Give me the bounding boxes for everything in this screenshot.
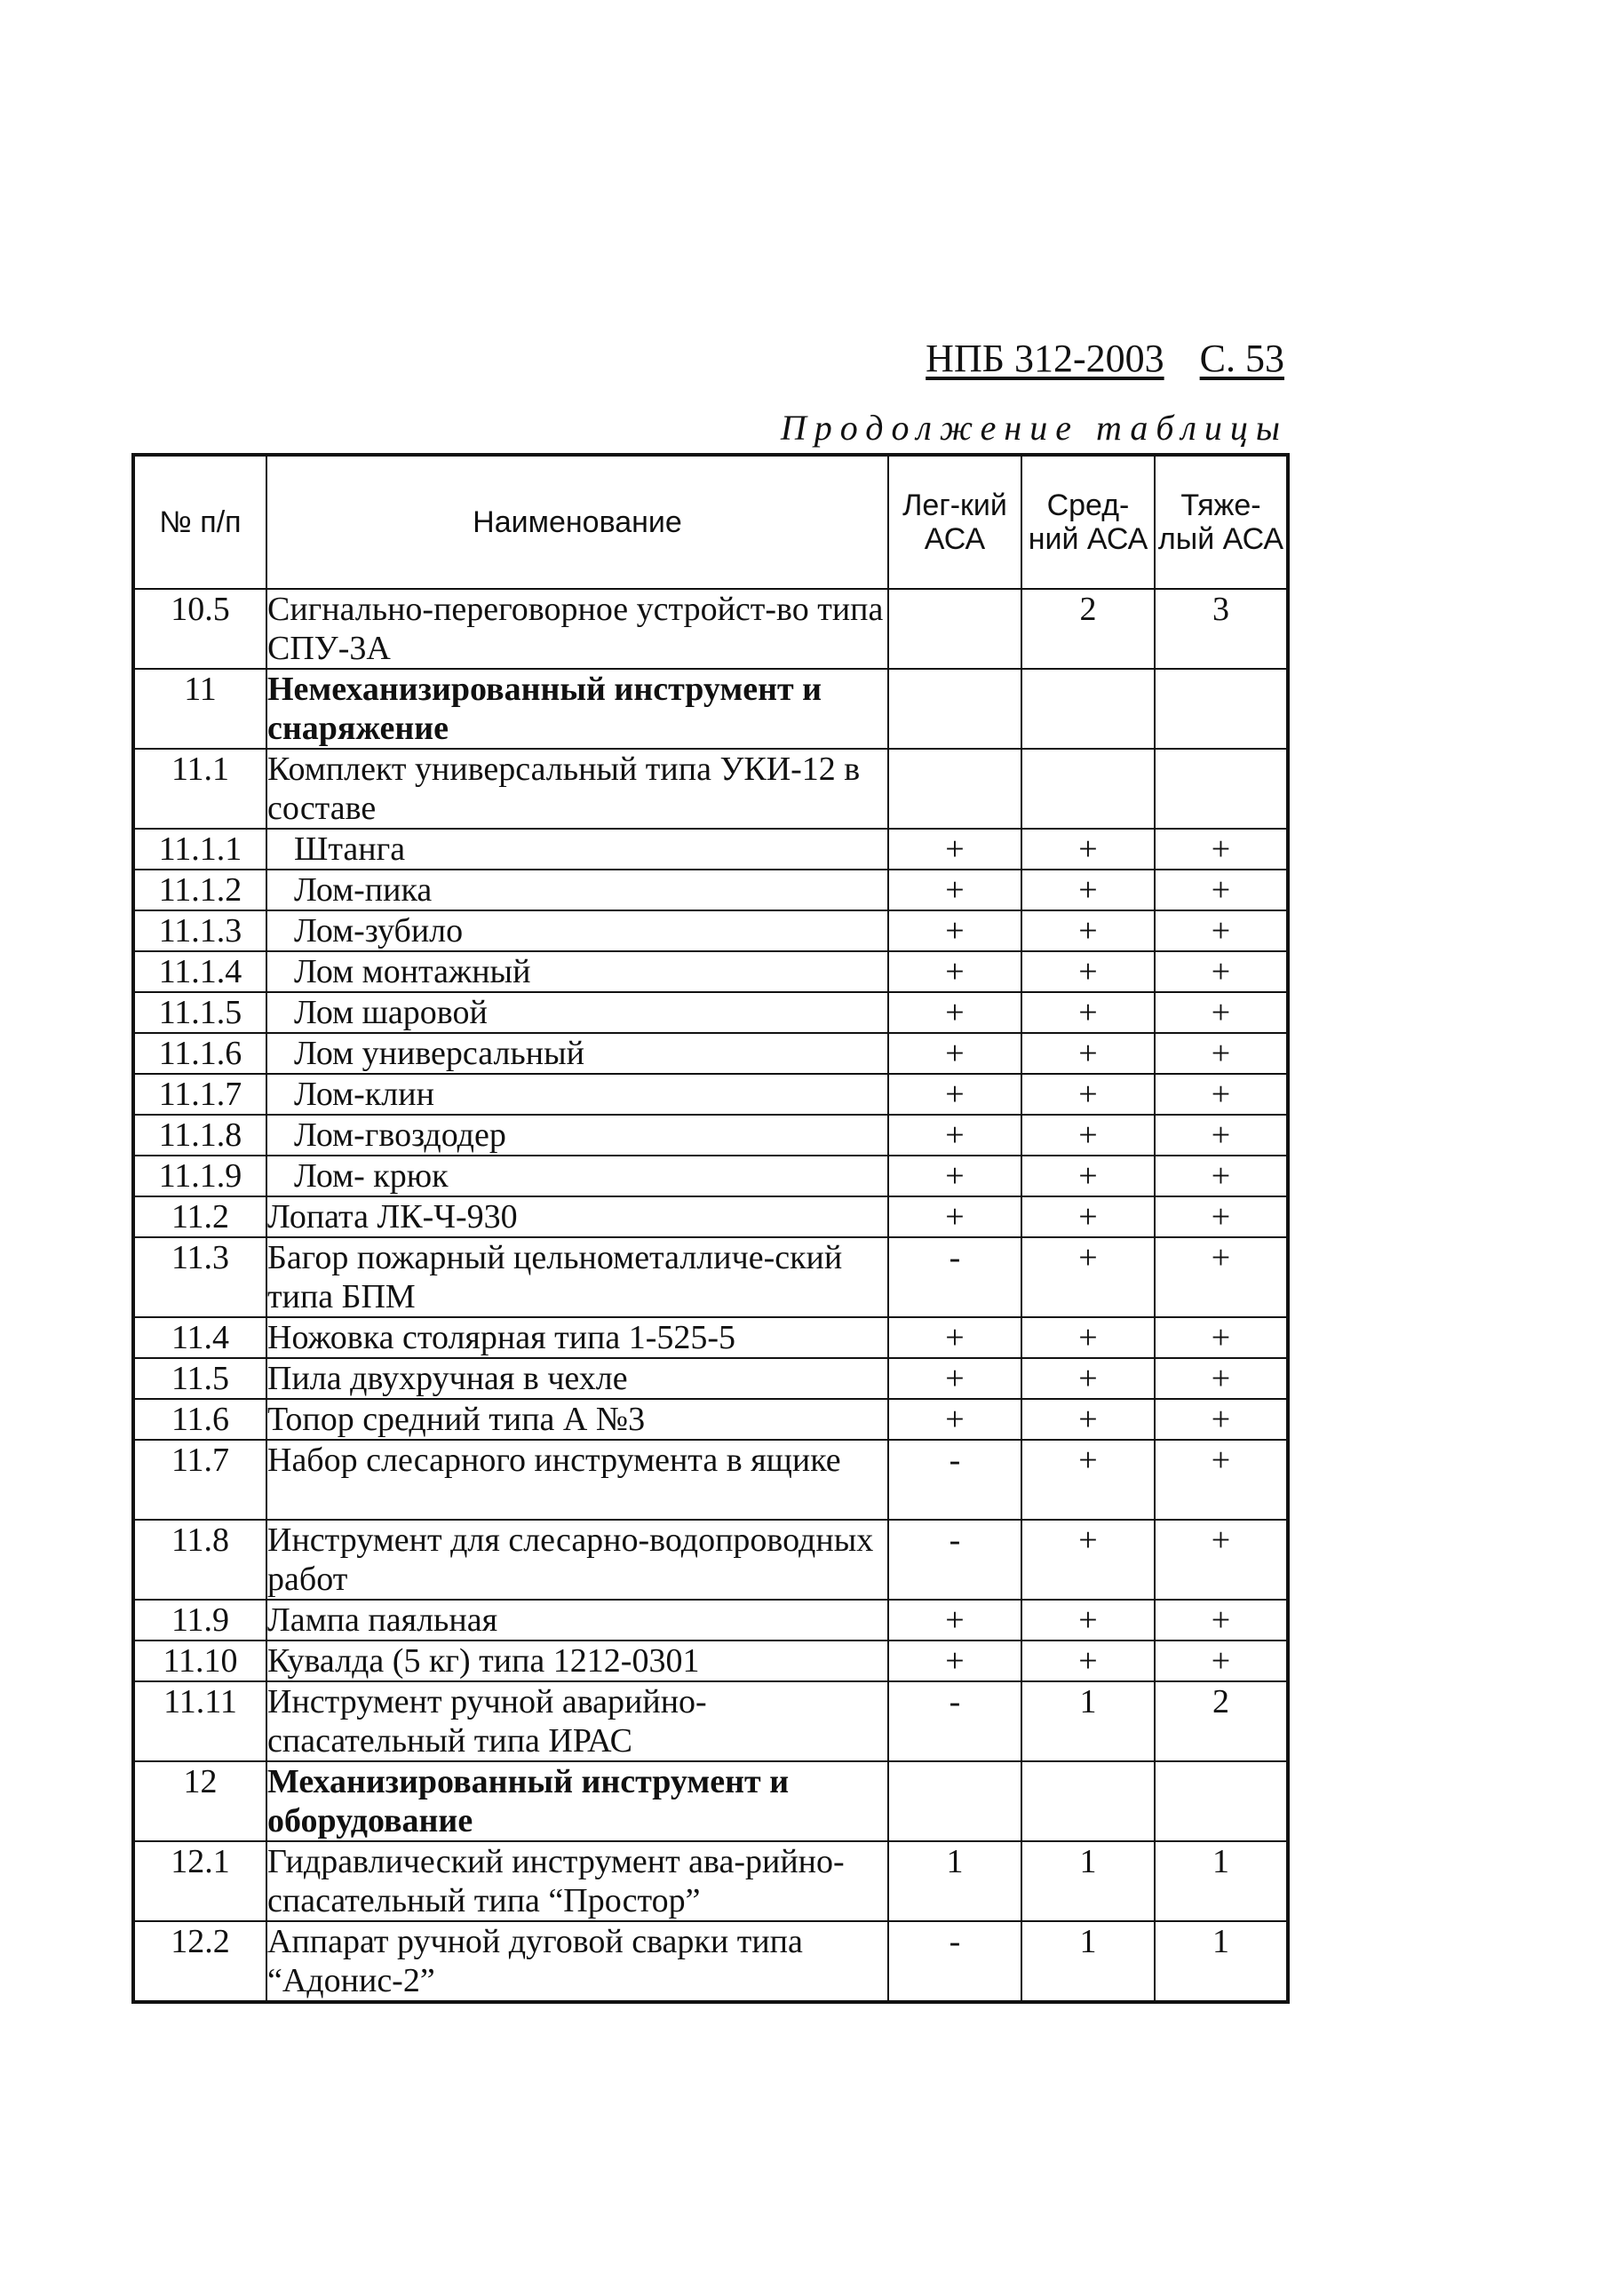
row-light-value: + — [888, 992, 1021, 1033]
row-name-cell: Инструмент для слесарно-водопроводных работ — [266, 1520, 888, 1600]
row-number-cell: 11.1.6 — [133, 1033, 266, 1074]
row-name-cell: Кувалда (5 кг) типа 1212-0301 — [266, 1641, 888, 1681]
table-row — [133, 829, 1288, 870]
table-row — [133, 992, 1288, 1033]
row-name-cell: Пила двухручная в чехле — [266, 1358, 888, 1399]
row-heavy-value — [1155, 1761, 1288, 1841]
row-name-cell: Набор слесарного инструмента в ящике — [266, 1440, 888, 1520]
table-header-row — [133, 455, 1288, 589]
row-light-value — [888, 749, 1021, 829]
row-name-cell: Топор средний типа А №3 — [266, 1399, 888, 1440]
row-light-value: + — [888, 1156, 1021, 1196]
row-number-cell: 11.1.9 — [133, 1156, 266, 1196]
row-light-value: + — [888, 1399, 1021, 1440]
row-number-cell: 11.1.5 — [133, 992, 266, 1033]
row-medium-value: + — [1021, 1115, 1155, 1156]
row-medium-value: + — [1021, 1156, 1155, 1196]
row-number-cell: 11.10 — [133, 1641, 266, 1681]
table-row — [133, 749, 1288, 829]
row-medium-value: + — [1021, 1358, 1155, 1399]
table-row — [133, 1841, 1288, 1921]
row-light-value: - — [888, 1440, 1021, 1520]
row-name-cell: Лопата ЛК-Ч-930 — [266, 1196, 888, 1237]
row-medium-value: + — [1021, 1440, 1155, 1520]
row-heavy-value: 1 — [1155, 1841, 1288, 1921]
table-row — [133, 1921, 1288, 2002]
row-light-value: + — [888, 1641, 1021, 1681]
row-heavy-value: + — [1155, 1074, 1288, 1115]
row-heavy-value — [1155, 669, 1288, 749]
table-row — [133, 910, 1288, 951]
table-row — [133, 669, 1288, 749]
row-heavy-value: 2 — [1155, 1681, 1288, 1761]
table-continuation-label: Продолжение таблицы — [780, 408, 1288, 448]
row-medium-value: + — [1021, 1237, 1155, 1317]
row-medium-value: + — [1021, 829, 1155, 870]
row-light-value: + — [888, 951, 1021, 992]
row-medium-value — [1021, 669, 1155, 749]
row-number-cell: 11.1.7 — [133, 1074, 266, 1115]
row-heavy-value: + — [1155, 870, 1288, 910]
column-header-name: Наименование — [266, 455, 888, 589]
table-row — [133, 1399, 1288, 1440]
table-row — [133, 1156, 1288, 1196]
row-light-value: + — [888, 1358, 1021, 1399]
row-medium-value: + — [1021, 870, 1155, 910]
row-name-cell: Лом-пика — [266, 870, 888, 910]
row-number-cell: 11.1.3 — [133, 910, 266, 951]
row-number-cell: 11.1.1 — [133, 829, 266, 870]
table-row — [133, 1641, 1288, 1681]
row-number-cell: 11.3 — [133, 1237, 266, 1317]
row-medium-value — [1021, 1761, 1155, 1841]
row-name-cell: Лом-клин — [266, 1074, 888, 1115]
row-light-value: + — [888, 870, 1021, 910]
row-number-cell: 11.11 — [133, 1681, 266, 1761]
row-heavy-value: + — [1155, 1156, 1288, 1196]
row-light-value — [888, 589, 1021, 669]
row-light-value: - — [888, 1681, 1021, 1761]
row-number-cell: 11.2 — [133, 1196, 266, 1237]
row-heavy-value: + — [1155, 829, 1288, 870]
row-light-value — [888, 669, 1021, 749]
row-number-cell: 11.8 — [133, 1520, 266, 1600]
row-name-cell: Инструмент ручной аварийно-спасательный типа ИРАС — [266, 1681, 888, 1761]
row-heavy-value: + — [1155, 1317, 1288, 1358]
row-light-value: + — [888, 829, 1021, 870]
column-header-medium: Сред-ний АСА — [1021, 455, 1155, 589]
table-body — [133, 589, 1288, 2002]
table-row — [133, 1761, 1288, 1841]
row-light-value: - — [888, 1520, 1021, 1600]
row-medium-value: + — [1021, 992, 1155, 1033]
row-number-cell: 11.7 — [133, 1440, 266, 1520]
row-heavy-value — [1155, 749, 1288, 829]
row-name-cell: Механизированный инструмент и оборудование — [266, 1761, 888, 1841]
equipment-table — [131, 453, 1290, 2004]
row-heavy-value: + — [1155, 1196, 1288, 1237]
row-light-value: + — [888, 1115, 1021, 1156]
row-name-cell: Лампа паяльная — [266, 1600, 888, 1641]
row-number-cell: 11.1.2 — [133, 870, 266, 910]
table-row — [133, 1520, 1288, 1600]
table-row — [133, 1115, 1288, 1156]
row-medium-value: + — [1021, 910, 1155, 951]
row-number-cell: 11.4 — [133, 1317, 266, 1358]
row-medium-value: + — [1021, 1033, 1155, 1074]
row-name-cell: Лом монтажный — [266, 951, 888, 992]
row-medium-value: + — [1021, 1317, 1155, 1358]
row-medium-value: + — [1021, 951, 1155, 992]
row-number-cell: 11.1 — [133, 749, 266, 829]
row-number-cell: 11.5 — [133, 1358, 266, 1399]
table-row — [133, 870, 1288, 910]
row-medium-value: + — [1021, 1641, 1155, 1681]
row-heavy-value: + — [1155, 910, 1288, 951]
column-header-light: Лег-кий АСА — [888, 455, 1021, 589]
table-row — [133, 1681, 1288, 1761]
row-medium-value: + — [1021, 1600, 1155, 1641]
row-medium-value: + — [1021, 1399, 1155, 1440]
row-medium-value: 1 — [1021, 1841, 1155, 1921]
page-number: С. 53 — [1199, 337, 1284, 380]
row-name-cell: Гидравлический инструмент ава-рийно-спасательный типа “Простор” — [266, 1841, 888, 1921]
row-heavy-value: + — [1155, 1358, 1288, 1399]
row-number-cell: 11.6 — [133, 1399, 266, 1440]
row-heavy-value: + — [1155, 951, 1288, 992]
table-row — [133, 1033, 1288, 1074]
row-name-cell: Сигнально-переговорное устройст-во типа СПУ-3А — [266, 589, 888, 669]
row-number-cell: 11.1.8 — [133, 1115, 266, 1156]
table-row — [133, 1196, 1288, 1237]
row-heavy-value: + — [1155, 1641, 1288, 1681]
row-medium-value: + — [1021, 1520, 1155, 1600]
row-medium-value: 2 — [1021, 589, 1155, 669]
row-light-value: + — [888, 910, 1021, 951]
table-row — [133, 1440, 1288, 1520]
row-name-cell: Багор пожарный цельнометалличе-ский типа БПМ — [266, 1237, 888, 1317]
row-heavy-value: + — [1155, 1600, 1288, 1641]
row-medium-value: + — [1021, 1074, 1155, 1115]
page-header — [888, 336, 1284, 381]
row-heavy-value: + — [1155, 1237, 1288, 1317]
table-row — [133, 1317, 1288, 1358]
row-number-cell: 12.1 — [133, 1841, 266, 1921]
row-name-cell: Немеханизированный инструмент и снаряжение — [266, 669, 888, 749]
row-name-cell: Лом- крюк — [266, 1156, 888, 1196]
row-heavy-value: + — [1155, 1115, 1288, 1156]
row-number-cell: 12 — [133, 1761, 266, 1841]
row-light-value: + — [888, 1600, 1021, 1641]
column-header-number: № п/п — [133, 455, 266, 589]
row-name-cell: Лом шаровой — [266, 992, 888, 1033]
row-light-value: 1 — [888, 1841, 1021, 1921]
row-heavy-value: + — [1155, 1440, 1288, 1520]
row-heavy-value: + — [1155, 1399, 1288, 1440]
row-light-value — [888, 1761, 1021, 1841]
row-light-value: - — [888, 1921, 1021, 2002]
row-heavy-value: + — [1155, 1520, 1288, 1600]
row-light-value: + — [888, 1317, 1021, 1358]
row-name-cell: Ножовка столярная типа 1-525-5 — [266, 1317, 888, 1358]
row-name-cell: Комплект универсальный типа УКИ-12 в составе — [266, 749, 888, 829]
row-heavy-value: + — [1155, 992, 1288, 1033]
row-heavy-value: 1 — [1155, 1921, 1288, 2002]
table-row — [133, 589, 1288, 669]
row-light-value: + — [888, 1033, 1021, 1074]
row-medium-value — [1021, 749, 1155, 829]
column-header-heavy: Тяже-лый АСА — [1155, 455, 1288, 589]
row-light-value: - — [888, 1237, 1021, 1317]
row-heavy-value: + — [1155, 1033, 1288, 1074]
row-medium-value: + — [1021, 1196, 1155, 1237]
table-row — [133, 1074, 1288, 1115]
document-code: НПБ 312-2003 — [926, 337, 1164, 380]
row-number-cell: 11 — [133, 669, 266, 749]
row-name-cell: Аппарат ручной дуговой сварки типа “Адонис-2” — [266, 1921, 888, 2002]
row-name-cell: Лом универсальный — [266, 1033, 888, 1074]
row-name-cell: Лом-гвоздодер — [266, 1115, 888, 1156]
row-number-cell: 11.9 — [133, 1600, 266, 1641]
row-number-cell: 11.1.4 — [133, 951, 266, 992]
row-light-value: + — [888, 1196, 1021, 1237]
table-row — [133, 1600, 1288, 1641]
row-medium-value: 1 — [1021, 1921, 1155, 2002]
table-row — [133, 1237, 1288, 1317]
row-name-cell: Лом-зубило — [266, 910, 888, 951]
table-row — [133, 1358, 1288, 1399]
row-light-value: + — [888, 1074, 1021, 1115]
row-heavy-value: 3 — [1155, 589, 1288, 669]
row-name-cell: Штанга — [266, 829, 888, 870]
row-number-cell: 12.2 — [133, 1921, 266, 2002]
table-row — [133, 951, 1288, 992]
row-medium-value: 1 — [1021, 1681, 1155, 1761]
row-number-cell: 10.5 — [133, 589, 266, 669]
